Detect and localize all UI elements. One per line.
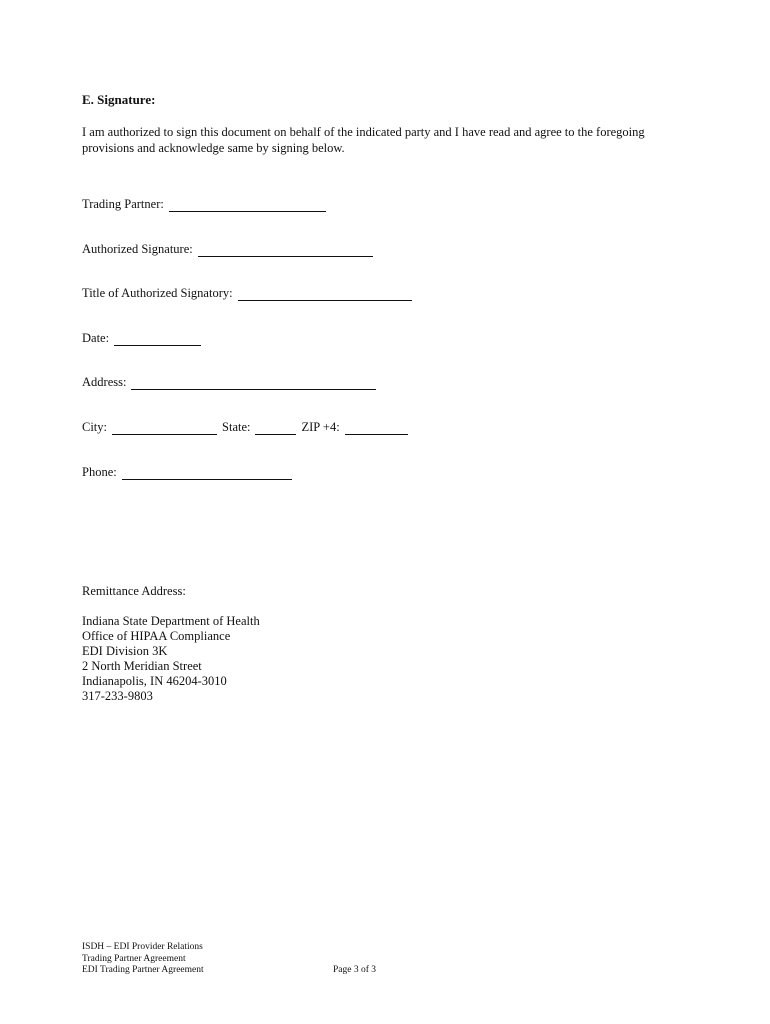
title-signatory-label: Title of Authorized Signatory: xyxy=(82,286,233,300)
footer-line-2: Trading Partner Agreement xyxy=(82,953,186,964)
address-line-4: 2 North Meridian Street xyxy=(82,659,202,673)
footer-line-3: EDI Trading Partner Agreement xyxy=(82,965,204,975)
state-line[interactable] xyxy=(255,421,296,435)
phone-line[interactable] xyxy=(122,466,292,480)
authorized-signature-row xyxy=(82,242,373,257)
footer-line-1: ISDH – EDI Provider Relations xyxy=(82,942,203,952)
address-line-3: EDI Division 3K xyxy=(82,644,168,658)
remittance-address xyxy=(82,614,260,704)
phone-row xyxy=(82,465,292,480)
address-line-1: Indiana State Department of Health xyxy=(82,614,260,628)
state-label: State: xyxy=(222,420,251,434)
city-state-zip-row xyxy=(82,420,408,435)
authorized-signature-label: Authorized Signature: xyxy=(82,242,193,256)
remittance-label: Remittance Address: xyxy=(82,584,186,598)
authorized-signature-line[interactable] xyxy=(198,243,373,257)
date-row xyxy=(82,331,201,346)
authorization-statement: I am authorized to sign this document on behalf of the indicated party and I have read and agree to the foregoing provisions and acknowledge same by signing below. xyxy=(82,125,645,155)
address-row xyxy=(82,375,376,390)
date-line[interactable] xyxy=(114,332,201,346)
zip-line[interactable] xyxy=(345,421,408,435)
trading-partner-row xyxy=(82,197,326,212)
address-line-6: 317-233-9803 xyxy=(82,689,153,703)
address-line-5: Indianapolis, IN 46204-3010 xyxy=(82,674,227,688)
city-line[interactable] xyxy=(112,421,217,435)
section-heading: E. Signature: xyxy=(82,92,156,107)
address-label: Address: xyxy=(82,375,127,389)
phone-label: Phone: xyxy=(82,465,117,479)
page-number: Page 3 of 3 xyxy=(333,965,377,975)
zip-label: ZIP +4: xyxy=(301,420,340,434)
date-label: Date: xyxy=(82,331,110,345)
address-line-2: Office of HIPAA Compliance xyxy=(82,629,231,643)
trading-partner-label: Trading Partner: xyxy=(82,197,164,211)
address-line[interactable] xyxy=(131,376,376,390)
title-signatory-row xyxy=(82,286,412,301)
city-label: City: xyxy=(82,420,108,434)
page-footer xyxy=(82,942,204,977)
title-signatory-line[interactable] xyxy=(238,287,412,301)
trading-partner-line[interactable] xyxy=(169,198,326,212)
